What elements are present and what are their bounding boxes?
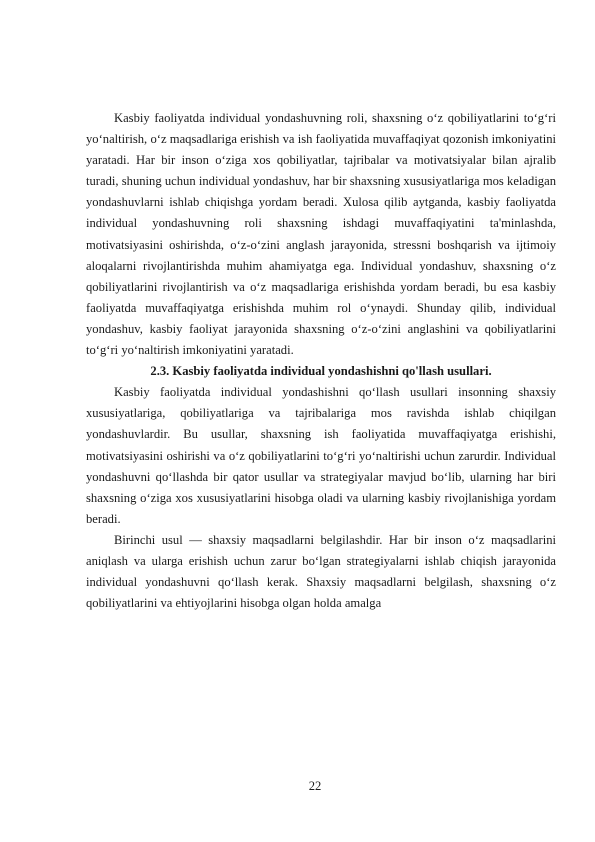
section-heading: 2.3. Kasbiy faoliyatda individual yondashishni qo'llash usullari. [150, 364, 492, 379]
paragraph: Kasbiy faoliyatda individual yondashishni qo‘llash usullari insonning shaxsiy xususiyatlariga, qobiliyatlariga va tajribalariga mos ravishda ishlab chiqilgan yondashuvlardir. Bu usullar, shaxsning ish faoliyatida muvaffaqiyatga erishishi, motivatsiyasini oshirishi va o‘z qobiliyatlarini to‘g‘ri yo‘naltirishi uchun zarurdir. Individual yondashuvni qo‘llashda bir qator usullar va strategiyalar mavjud bo‘lib, ularning har biri shaxsning o‘ziga xos xususiyatlarini hisobga oladi va ularning kasbiy rivojlanishiga yordam beradi. [86, 385, 556, 526]
page-body [86, 108, 556, 614]
page-number: 22 [308, 779, 322, 793]
paragraph: Kasbiy faoliyatda individual yondashuvning roli, shaxsning o‘z qobiliyatlarini to‘g‘ri yo‘naltirish, o‘z maqsadlariga erishish va ish faoliyatida muvaffaqiyat qozonish imkoniyatini yaratadi. Har bir inson o‘ziga xos qobiliyatlar, tajribalar va motivatsiyalar bilan ajralib turadi, shuning uchun individual yondashuv, har bir shaxsning xususiyatlariga mos keladigan yondashuvlarni ishlab chiqishga yordam beradi. Xulosa qilib aytganda, kasbiy faoliyatda individual yondashuvning roli shaxsning ishdagi muvaffaqiyatini ta'minlashda, motivatsiyasini oshirishda, o‘z-o‘zini anglash jarayonida, stressni boshqarish va ijtimoiy aloqalarni rivojlantirishda muhim ahamiyatga ega. Individual yondashuv, shaxsning o‘z qobiliyatlarini rivojlantirish va o‘z maqsadlariga erishishda yordam beradi, bu esa kasbiy faoliyatda muvaffaqiyatga erishishda muhim rol o‘ynaydi. Shunday qilib, individual yondashuv, kasbiy faoliyat jarayonida shaxsning o‘z-o‘zini anglashini va qobiliyatlarini to‘g‘ri yo‘naltirish imkoniyatini yaratadi. [86, 111, 556, 358]
paragraph: Birinchi usul — shaxsiy maqsadlarni belgilashdir. Har bir inson o‘z maqsadlarini aniqlash va ularga erishish uchun zarur bo‘lgan strategiyalarni ishlab chiqish jarayonida individual yondashuvni qo‘llash kerak. Shaxsiy maqsadlarni belgilash, shaxsning o‘z qobiliyatlarini va ehtiyojlarini hisobga olgan holda amalga [86, 532, 556, 611]
